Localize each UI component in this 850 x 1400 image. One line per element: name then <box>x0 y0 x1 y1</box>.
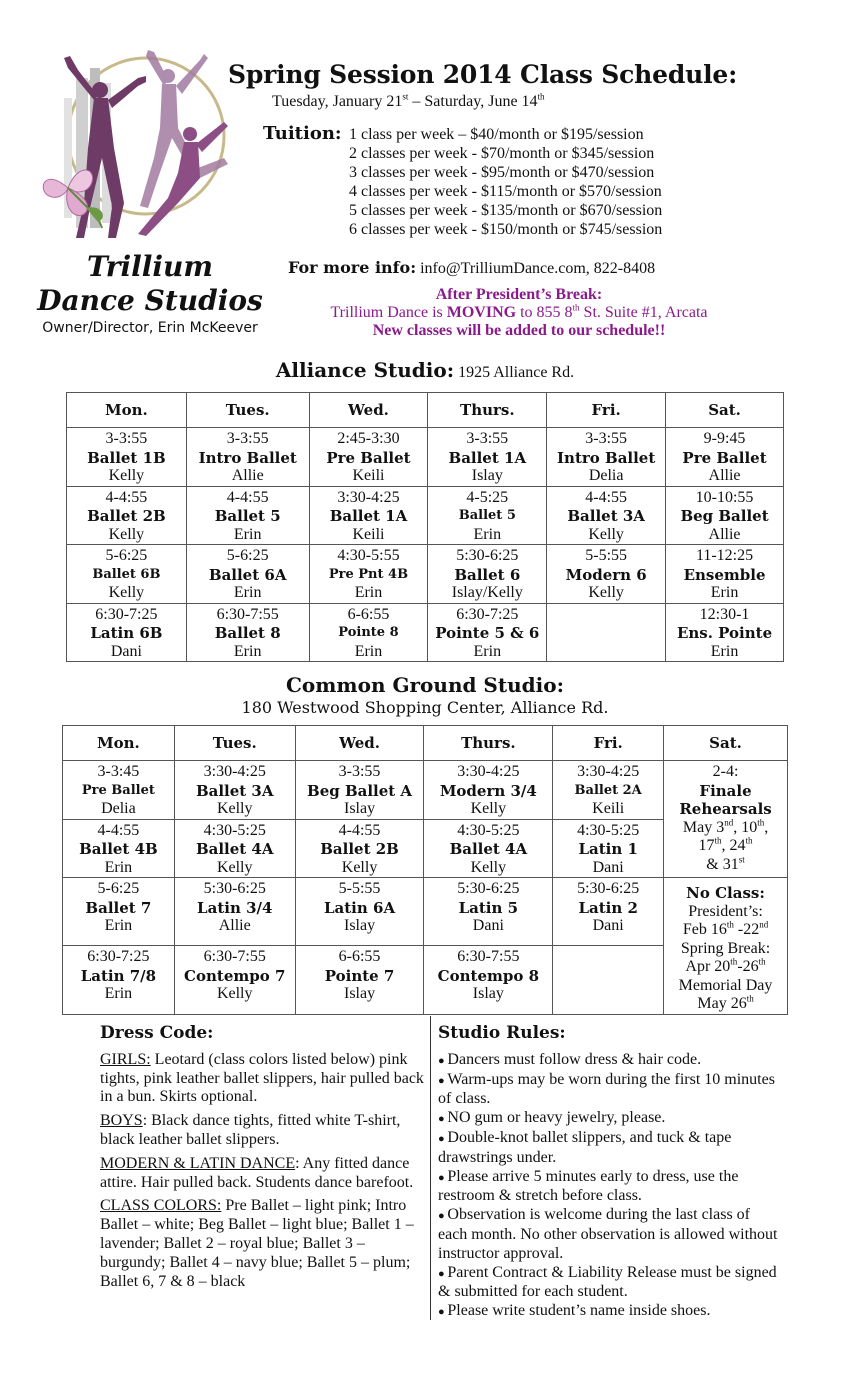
class-cell <box>553 878 664 946</box>
class-time: 4-4:55 <box>585 488 628 506</box>
instructor-name: Kelly <box>470 800 507 817</box>
instructor-name: Erin <box>104 985 133 1003</box>
class-name: Ballet 4A <box>449 840 528 858</box>
day-header: Sat. <box>666 393 784 428</box>
day-header: Fri. <box>547 393 666 428</box>
class-cell <box>666 486 784 545</box>
class-time: 3-3:55 <box>466 430 509 447</box>
instructor-name: Allie <box>218 917 251 934</box>
class-time: 6-6:55 <box>338 948 381 966</box>
instructor-name: Keili <box>352 525 385 543</box>
class-name: Latin 5 <box>458 898 519 917</box>
bullet-icon: ● <box>438 1267 448 1280</box>
class-time: 3:30-4:25 <box>457 763 520 780</box>
studio-rules-heading: Studio Rules: <box>438 1023 566 1043</box>
class-name: Pointe 5 & 6 <box>435 624 540 642</box>
class-time: 5-5:55 <box>338 880 381 897</box>
tuition-item: 6 classes per week - $150/month or $745/session <box>349 221 663 238</box>
instructor-name: Islay <box>472 985 504 1003</box>
bullet-icon: ● <box>438 1113 448 1126</box>
class-time: 4-5:25 <box>466 488 509 506</box>
class-name: Ballet 6B <box>92 566 161 582</box>
day-header: Thurs. <box>424 726 553 761</box>
class-name: Ens. Pointe <box>676 624 773 642</box>
common-ground-schedule-table <box>62 725 788 1015</box>
class-cell <box>428 603 547 662</box>
class-cell <box>295 761 424 820</box>
class-name: Ballet 6A <box>208 565 287 584</box>
class-cell <box>547 603 666 662</box>
class-name: Ballet 2A <box>574 782 642 798</box>
session-dates: Tuesday, January 21st – Saturday, June 14th <box>272 91 545 110</box>
class-cell <box>553 761 664 820</box>
class-time: 5-6:25 <box>226 547 269 564</box>
class-time: 3:30-4:25 <box>203 763 266 780</box>
instructor-name: Erin <box>104 917 133 934</box>
instructor-name: Islay <box>343 917 376 934</box>
class-cell <box>424 819 553 878</box>
class-cell <box>63 878 175 946</box>
class-name: Intro Ballet <box>557 448 656 467</box>
class-name: Ballet 6 <box>454 565 521 584</box>
class-cell <box>424 761 553 820</box>
day-header: Fri. <box>553 726 664 761</box>
class-cell <box>63 946 175 1014</box>
instructor-name: Erin <box>473 642 502 660</box>
instructor-name: Dani <box>110 642 142 660</box>
table-row <box>63 761 788 820</box>
class-cell <box>428 428 547 487</box>
class-time: 4-4:55 <box>338 821 381 839</box>
class-name: Ballet 8 <box>214 624 281 642</box>
class-name: Ballet 4A <box>195 840 274 858</box>
class-time: 2:45-3:30 <box>337 430 400 447</box>
class-cell <box>295 819 424 878</box>
class-time: 6:30-7:55 <box>216 605 279 623</box>
table-row <box>67 603 784 662</box>
rule-item: ● Please write student’s name inside shoes. <box>438 1302 711 1320</box>
class-name: Ballet 1A <box>448 448 527 467</box>
table-row <box>63 878 788 946</box>
class-name: Pre Ballet <box>682 448 767 467</box>
class-name: Ballet 2B <box>87 507 166 525</box>
class-time: 4:30-5:25 <box>203 821 266 839</box>
column-divider <box>430 1016 431 1320</box>
class-time: 9-9:45 <box>703 430 746 447</box>
class-time: 3:30-4:25 <box>577 763 640 780</box>
instructor-name: Kelly <box>108 467 145 484</box>
bullet-icon: ● <box>438 1306 448 1319</box>
owner-line: Owner/Director, Erin McKeever <box>42 320 258 336</box>
instructor-name: Kelly <box>341 858 378 876</box>
instructor-name: Allie <box>708 467 741 484</box>
instructor-name: Islay/Kelly <box>451 584 523 601</box>
class-name: Latin 6A <box>323 898 396 917</box>
class-cell <box>174 761 295 820</box>
class-time: 4:30-5:25 <box>457 821 520 839</box>
class-time: 6-6:55 <box>347 605 390 623</box>
class-time: 5:30-6:25 <box>203 880 266 897</box>
rule-item: ● Observation is welcome during the last class of each month. No other observation is allowed without instructor approval. <box>438 1206 778 1262</box>
class-time: 3:30-4:25 <box>337 488 400 506</box>
class-name: Ballet 5 <box>214 507 281 525</box>
instructor-name: Erin <box>710 642 739 660</box>
day-header: Wed. <box>295 726 424 761</box>
class-name: Contempo 8 <box>437 966 540 985</box>
class-name: Pre Ballet <box>81 782 155 798</box>
bullet-icon: ● <box>438 1210 448 1223</box>
rule-item: ● Warm-ups may be worn during the first 10 minutes of class. <box>438 1070 775 1108</box>
class-time: 4:30-5:25 <box>577 821 640 839</box>
table-row <box>67 545 784 604</box>
instructor-name: Islay <box>343 800 376 817</box>
instructor-name: Erin <box>354 584 383 601</box>
dress-class-colors: CLASS COLORS: Pre Ballet – light pink; Intro Ballet – white; Beg Ballet – light blue; Ballet 1 – lavender; Ballet 2 – royal blue; Ballet 3 – burgundy; Ballet 4 – navy blue; Ballet 5 – plum; Ballet 6, 7 & 8 – black <box>100 1197 414 1290</box>
instructor-name: Islay <box>471 467 503 484</box>
alliance-schedule-table <box>66 392 784 662</box>
class-cell <box>174 946 295 1014</box>
class-time: 6:30-7:25 <box>456 605 519 623</box>
dancers-logo <box>28 38 238 243</box>
dress-boys: BOYS: Black dance tights, fitted white T-shirt, black leather ballet slippers. <box>100 1112 401 1148</box>
tuition-item: 4 classes per week - $115/month or $570/session <box>349 183 662 200</box>
class-cell <box>553 819 664 878</box>
class-cell <box>295 946 424 1014</box>
class-cell <box>186 603 309 662</box>
class-cell <box>63 761 175 820</box>
instructor-name: Erin <box>710 584 739 601</box>
bullet-icon: ● <box>438 1054 448 1067</box>
class-name: Ballet 3A <box>567 507 645 525</box>
class-time: 5:30-6:25 <box>456 547 519 564</box>
instructor-name: Erin <box>233 642 262 660</box>
class-cell <box>186 486 309 545</box>
class-time: 4-4:55 <box>97 821 140 839</box>
class-name: Latin 2 <box>578 898 638 917</box>
class-cell <box>424 946 553 1014</box>
instructor-name: Delia <box>101 800 136 817</box>
class-cell <box>428 545 547 604</box>
class-cell <box>309 603 428 662</box>
rule-item: ● Parent Contract & Liability Release must be signed & submitted for each student. <box>438 1263 777 1301</box>
saturday-no-class-cell: No Class: President’s: Feb 16th -22nd Spring Break: Apr 20th-26th Memorial Day May 26th <box>664 878 788 1015</box>
class-cell <box>174 819 295 878</box>
class-name: Ballet 1A <box>329 507 408 525</box>
instructor-name: Dani <box>472 917 504 934</box>
instructor-name: Kelly <box>108 525 145 543</box>
class-name: Pointe 8 <box>338 625 399 640</box>
instructor-name: Keili <box>352 467 385 484</box>
instructor-name: Allie <box>708 525 741 543</box>
tuition-item: 1 class per week – $40/month or $195/session <box>349 126 644 143</box>
instructor-name: Delia <box>588 467 624 484</box>
instructor-name: Islay <box>343 985 376 1003</box>
instructor-name: Allie <box>231 467 264 484</box>
class-cell <box>666 545 784 604</box>
page-title: Spring Session 2014 Class Schedule: <box>228 60 738 89</box>
class-name: Intro Ballet <box>198 448 297 467</box>
rule-item: ● Dancers must follow dress & hair code. <box>438 1050 702 1068</box>
class-cell <box>67 545 187 604</box>
class-cell <box>547 545 666 604</box>
instructor-name: Kelly <box>216 800 253 817</box>
class-name: Pre Pnt 4B <box>328 566 409 582</box>
instructor-name: Kelly <box>216 985 253 1003</box>
class-name: Latin 7/8 <box>80 966 157 985</box>
day-header: Thurs. <box>428 393 547 428</box>
class-cell <box>174 878 295 946</box>
class-cell <box>309 428 428 487</box>
class-name: Ballet 4B <box>79 840 158 858</box>
common-ground-address: 180 Westwood Shopping Center, Alliance Rd. <box>241 698 609 717</box>
instructor-name: Kelly <box>470 858 507 876</box>
instructor-name: Erin <box>233 584 262 601</box>
class-name: Contempo 7 <box>184 966 286 985</box>
class-time: 3-3:55 <box>105 430 148 447</box>
class-time: 3-3:55 <box>226 430 269 447</box>
tuition-list <box>263 124 662 239</box>
table-row <box>67 486 784 545</box>
class-time: 4-4:55 <box>105 488 148 506</box>
class-cell <box>309 486 428 545</box>
instructor-name: Kelly <box>588 525 624 543</box>
class-cell <box>67 428 187 487</box>
instructor-name: Kelly <box>216 858 253 876</box>
saturday-finale-cell: 2-4: Finale Rehearsals May 3nd, 10th, 17th, 24th & 31st <box>664 761 788 878</box>
class-cell <box>666 603 784 662</box>
bullet-icon: ● <box>438 1132 448 1145</box>
class-name: Beg Ballet A <box>307 781 413 800</box>
class-name: Ballet 5 <box>458 508 516 523</box>
class-time: 5:30-6:25 <box>577 880 640 897</box>
dress-code-section <box>100 1024 425 1296</box>
instructor-name: Kelly <box>588 584 624 601</box>
rule-item: ● Double-knot ballet slippers, and tuck & tape drawstrings under. <box>438 1128 732 1166</box>
tuition-item: 2 classes per week - $70/month or $345/session <box>349 145 655 162</box>
bullet-icon: ● <box>438 1171 448 1184</box>
instructor-name: Erin <box>473 525 502 543</box>
class-name: Modern 3/4 <box>439 781 537 800</box>
class-name: Latin 6B <box>90 624 163 642</box>
class-time: 6:30-7:25 <box>87 948 150 966</box>
studio-rules-section <box>438 1024 778 1322</box>
instructor-name: Kelly <box>108 584 145 601</box>
class-cell <box>186 545 309 604</box>
instructor-name: Dani <box>592 858 624 876</box>
class-name: Ballet 7 <box>85 898 152 917</box>
class-cell <box>428 486 547 545</box>
class-cell <box>63 819 175 878</box>
class-name: Ballet 1B <box>87 448 166 467</box>
class-cell <box>666 428 784 487</box>
dress-modern-latin: MODERN & LATIN DANCE: Any fitted dance attire. Hair pulled back. Students dance barefoot. <box>100 1154 414 1191</box>
class-name: Beg Ballet <box>680 507 769 525</box>
class-time: 5-6:25 <box>105 547 148 564</box>
class-name: Ensemble <box>683 565 766 584</box>
class-name: Pointe 7 <box>324 966 395 985</box>
dress-girls: GIRLS: Leotard (class colors listed below) pink tights, pink leather ballet slippers, hair pulled back in a bun. Skirts optional. <box>100 1050 424 1106</box>
class-name: Pre Ballet <box>326 448 411 467</box>
day-header: Tues. <box>174 726 295 761</box>
class-time: 4:30-5:55 <box>337 547 400 564</box>
table-row <box>67 428 784 487</box>
class-cell <box>424 878 553 946</box>
class-cell <box>553 946 664 1014</box>
class-cell <box>295 878 424 946</box>
class-cell <box>67 486 187 545</box>
rule-item: ● Please arrive 5 minutes early to dress, use the restroom & stretch before class. <box>438 1167 739 1205</box>
class-time: 5-6:25 <box>97 880 140 897</box>
instructor-name: Erin <box>233 525 262 543</box>
day-header: Sat. <box>664 726 788 761</box>
contact-info: For more info: info@TrilliumDance.com, 822-8408 <box>288 258 656 277</box>
tuition-label: Tuition: <box>263 123 342 144</box>
moving-notice: After President’s Break: Trillium Dance is MOVING to 855 8th St. Suite #1, Arcata New classes will be added to our schedule!! <box>330 286 708 339</box>
class-time: 3-3:55 <box>338 763 381 780</box>
class-cell <box>67 603 187 662</box>
instructor-name: Keili <box>592 800 625 817</box>
class-time: 3-3:55 <box>585 430 628 447</box>
day-header: Mon. <box>63 726 175 761</box>
day-header: Mon. <box>67 393 187 428</box>
class-time: 6:30-7:55 <box>203 948 266 966</box>
bullet-icon: ● <box>438 1074 448 1087</box>
class-cell <box>309 545 428 604</box>
class-time: 5:30-6:25 <box>457 880 520 897</box>
class-name: Latin 1 <box>578 840 638 858</box>
class-time: 4-4:55 <box>226 488 269 506</box>
rule-item: ● NO gum or heavy jewelry, please. <box>438 1109 666 1127</box>
class-name: Ballet 2B <box>320 840 399 858</box>
class-time: 12:30-1 <box>699 605 750 623</box>
alliance-studio-heading: Alliance Studio: 1925 Alliance Rd. <box>275 358 575 382</box>
day-header: Tues. <box>186 393 309 428</box>
class-name: Ballet 3A <box>195 781 274 800</box>
class-time: 10-10:55 <box>695 488 754 506</box>
instructor-name: Erin <box>104 858 133 876</box>
class-cell <box>547 428 666 487</box>
class-cell <box>547 486 666 545</box>
class-name: Latin 3/4 <box>197 898 273 917</box>
common-ground-studio-heading: Common Ground Studio: <box>286 673 564 697</box>
class-time: 6:30-7:55 <box>457 948 520 966</box>
class-time: 11-12:25 <box>695 547 754 564</box>
class-time: 6:30-7:25 <box>95 605 158 623</box>
class-cell <box>186 428 309 487</box>
day-header: Wed. <box>309 393 428 428</box>
instructor-name: Erin <box>354 642 383 660</box>
tuition-item: 5 classes per week - $135/month or $670/session <box>349 202 663 219</box>
class-time: 5-5:55 <box>585 547 628 564</box>
class-name: Modern 6 <box>565 565 647 584</box>
tuition-item: 3 classes per week - $95/month or $470/session <box>349 164 655 181</box>
class-time: 3-3:45 <box>97 763 140 780</box>
instructor-name: Dani <box>592 917 624 934</box>
dress-code-heading: Dress Code: <box>100 1023 214 1043</box>
studio-name: Trillium Dance Studios <box>37 250 263 317</box>
